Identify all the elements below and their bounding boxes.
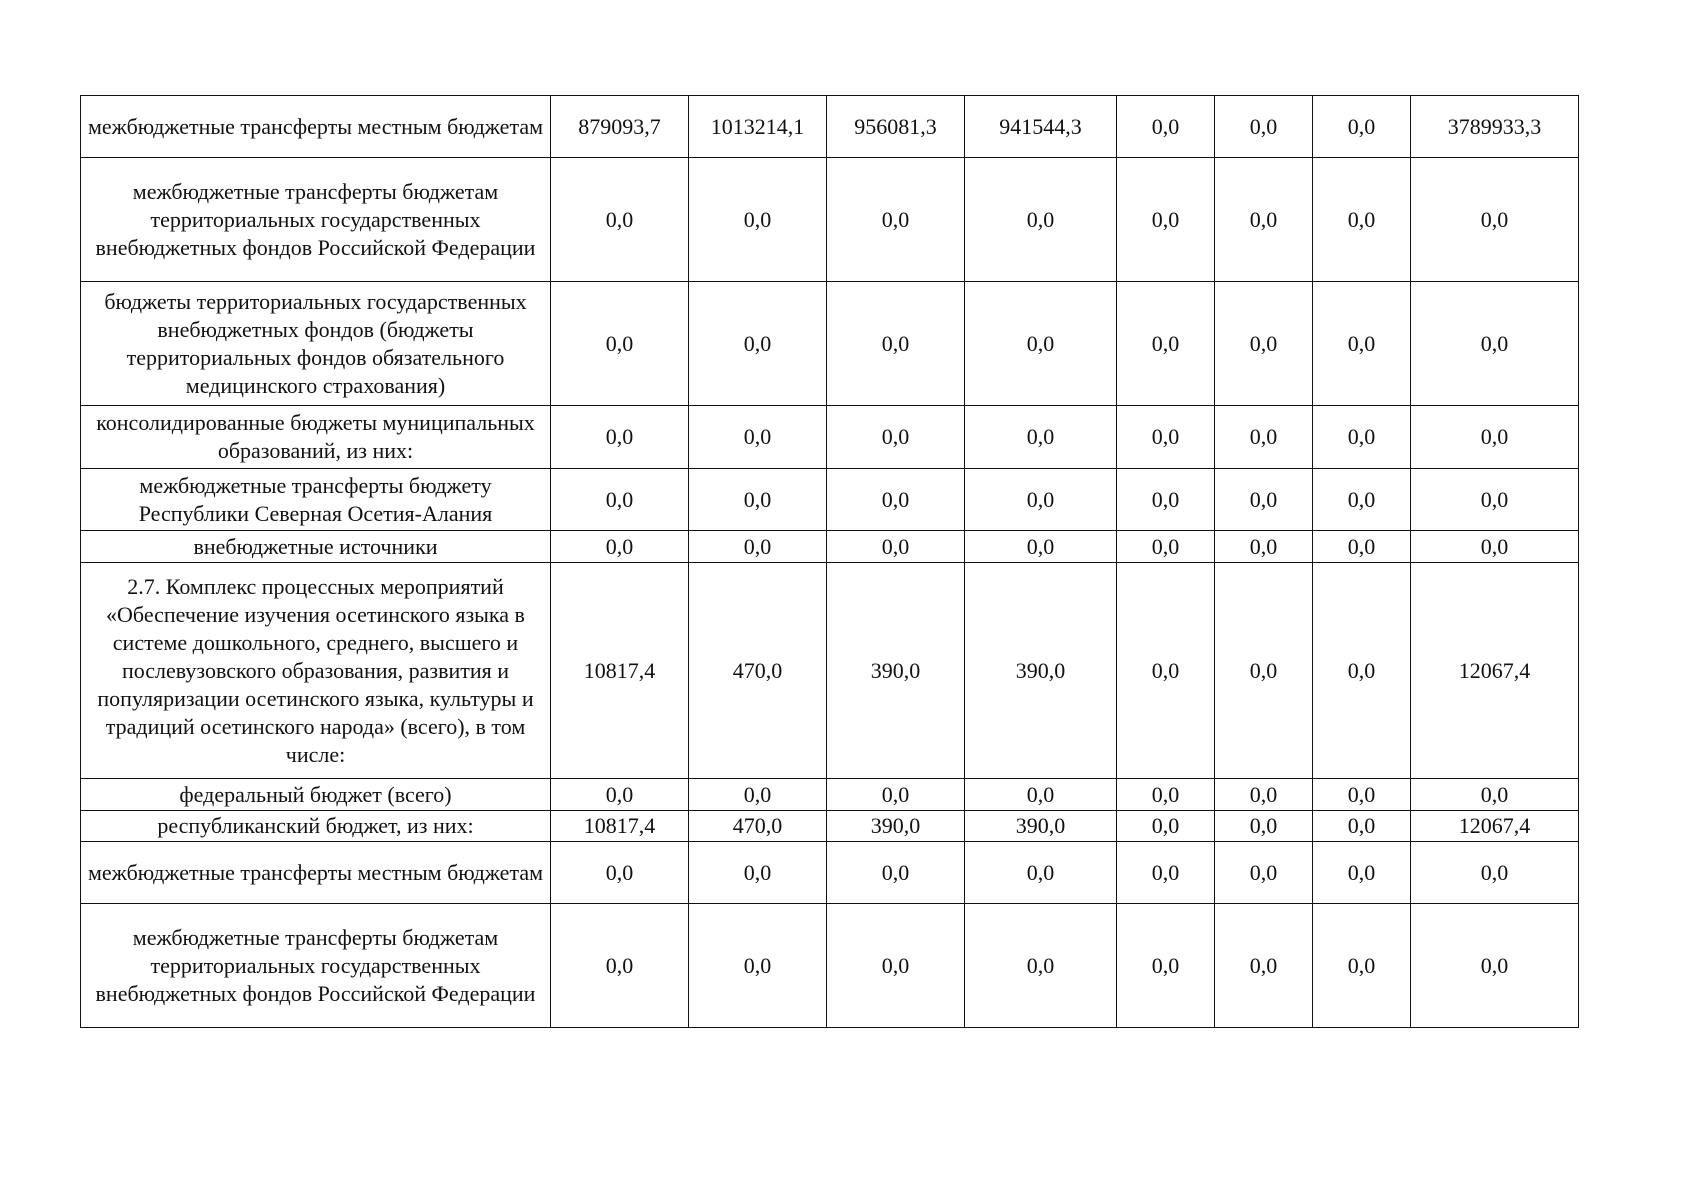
table-cell: 0,0 [689, 406, 827, 469]
table-cell: 0,0 [1411, 842, 1579, 904]
table-cell: 0,0 [551, 282, 689, 406]
table-cell: 0,0 [1215, 282, 1313, 406]
table-cell: 0,0 [1117, 904, 1215, 1028]
table-cell: 0,0 [827, 531, 965, 563]
table-cell: 0,0 [1117, 842, 1215, 904]
table-cell: 0,0 [1411, 904, 1579, 1028]
table-cell: 0,0 [965, 842, 1117, 904]
table-cell: 0,0 [689, 158, 827, 282]
table-cell: 0,0 [827, 779, 965, 811]
table-row [81, 563, 1579, 779]
table-cell: 0,0 [965, 531, 1117, 563]
table-cell: 0,0 [1313, 282, 1411, 406]
table-cell: 0,0 [965, 469, 1117, 531]
table-row [81, 904, 1579, 1028]
table-cell: 879093,7 [551, 96, 689, 158]
table-cell: 0,0 [1215, 531, 1313, 563]
table-cell: 0,0 [965, 158, 1117, 282]
table-cell: 390,0 [827, 811, 965, 842]
table-cell: 0,0 [1215, 406, 1313, 469]
table-cell: 1013214,1 [689, 96, 827, 158]
table-cell: 0,0 [1117, 158, 1215, 282]
table-cell: 470,0 [689, 563, 827, 779]
table-row [81, 842, 1579, 904]
table-row [81, 282, 1579, 406]
table-cell: 0,0 [1313, 811, 1411, 842]
table-cell: 0,0 [1215, 469, 1313, 531]
table-cell: 0,0 [1411, 282, 1579, 406]
table-cell: 470,0 [689, 811, 827, 842]
table-cell: 0,0 [1215, 904, 1313, 1028]
table-cell: 0,0 [827, 282, 965, 406]
row-label: 2.7. Комплекс процессных мероприятий «Обеспечение изучения осетинского языка в системе дошкольного, среднего, высшего и послевузовского образования, развития и популяризации осетинского языка, культуры и традиций осетинского народа» (всего), в том числе: [81, 563, 551, 779]
table-cell: 0,0 [689, 531, 827, 563]
row-label: межбюджетные трансферты бюджетам территориальных государственных внебюджетных фондов Российской Федерации [81, 158, 551, 282]
table-row [81, 406, 1579, 469]
table-cell: 390,0 [827, 563, 965, 779]
table-cell: 0,0 [1117, 563, 1215, 779]
table-cell: 0,0 [965, 406, 1117, 469]
table-cell: 0,0 [1117, 811, 1215, 842]
table-cell: 390,0 [965, 811, 1117, 842]
table-cell: 941544,3 [965, 96, 1117, 158]
table-cell: 12067,4 [1411, 563, 1579, 779]
table-cell: 0,0 [1411, 469, 1579, 531]
table-cell: 0,0 [1313, 158, 1411, 282]
table-cell: 0,0 [551, 779, 689, 811]
table-cell: 0,0 [1313, 842, 1411, 904]
table-cell: 0,0 [1215, 563, 1313, 779]
row-label: межбюджетные трансферты бюджету Республики Северная Осетия-Алания [81, 469, 551, 531]
table-cell: 0,0 [965, 904, 1117, 1028]
row-label: консолидированные бюджеты муниципальных образований, из них: [81, 406, 551, 469]
table-cell: 0,0 [551, 158, 689, 282]
table-cell: 0,0 [965, 282, 1117, 406]
row-label: федеральный бюджет (всего) [81, 779, 551, 811]
row-label: межбюджетные трансферты бюджетам территориальных государственных внебюджетных фондов Российской Федерации [81, 904, 551, 1028]
table-cell: 0,0 [1313, 904, 1411, 1028]
table-cell: 0,0 [1215, 779, 1313, 811]
table-cell: 0,0 [1313, 779, 1411, 811]
row-label: межбюджетные трансферты местным бюджетам [81, 842, 551, 904]
table-row [81, 531, 1579, 563]
table-cell: 0,0 [1215, 842, 1313, 904]
row-label: межбюджетные трансферты местным бюджетам [81, 96, 551, 158]
table-cell: 0,0 [965, 779, 1117, 811]
table-cell: 0,0 [1117, 779, 1215, 811]
table-cell: 390,0 [965, 563, 1117, 779]
table-cell: 0,0 [689, 779, 827, 811]
row-label: республиканский бюджет, из них: [81, 811, 551, 842]
table-cell: 0,0 [1313, 406, 1411, 469]
table-cell: 0,0 [1215, 158, 1313, 282]
table-cell: 956081,3 [827, 96, 965, 158]
table-cell: 0,0 [1117, 469, 1215, 531]
table-cell: 0,0 [827, 406, 965, 469]
table-cell: 0,0 [827, 469, 965, 531]
table-cell: 0,0 [551, 842, 689, 904]
table-cell: 0,0 [1117, 282, 1215, 406]
table-cell: 0,0 [1117, 531, 1215, 563]
table-cell: 0,0 [1313, 469, 1411, 531]
table-cell: 0,0 [689, 842, 827, 904]
table-cell: 0,0 [1215, 96, 1313, 158]
table-cell: 0,0 [827, 158, 965, 282]
table-row [81, 96, 1579, 158]
table-row [81, 779, 1579, 811]
table-cell: 3789933,3 [1411, 96, 1579, 158]
budget-table [80, 95, 1579, 1028]
table-cell: 0,0 [1313, 96, 1411, 158]
row-label: внебюджетные источники [81, 531, 551, 563]
row-label: бюджеты территориальных государственных внебюджетных фондов (бюджеты территориальных фондов обязательного медицинского страхования) [81, 282, 551, 406]
table-cell: 0,0 [551, 406, 689, 469]
table-cell: 12067,4 [1411, 811, 1579, 842]
table-cell: 0,0 [1215, 811, 1313, 842]
table-cell: 0,0 [689, 282, 827, 406]
table-cell: 0,0 [1411, 158, 1579, 282]
table-cell: 0,0 [551, 531, 689, 563]
table-cell: 10817,4 [551, 811, 689, 842]
table-row [81, 811, 1579, 842]
table-cell: 0,0 [827, 904, 965, 1028]
table-cell: 0,0 [1117, 96, 1215, 158]
table-cell: 0,0 [689, 904, 827, 1028]
table-cell: 0,0 [1313, 563, 1411, 779]
table-cell: 0,0 [1411, 406, 1579, 469]
table-cell: 10817,4 [551, 563, 689, 779]
table-cell: 0,0 [1411, 531, 1579, 563]
table-cell: 0,0 [551, 904, 689, 1028]
table-cell: 0,0 [689, 469, 827, 531]
table-cell: 0,0 [827, 842, 965, 904]
table-row [81, 158, 1579, 282]
table-cell: 0,0 [1117, 406, 1215, 469]
table-row [81, 469, 1579, 531]
table-cell: 0,0 [1411, 779, 1579, 811]
table-cell: 0,0 [1313, 531, 1411, 563]
table-cell: 0,0 [551, 469, 689, 531]
